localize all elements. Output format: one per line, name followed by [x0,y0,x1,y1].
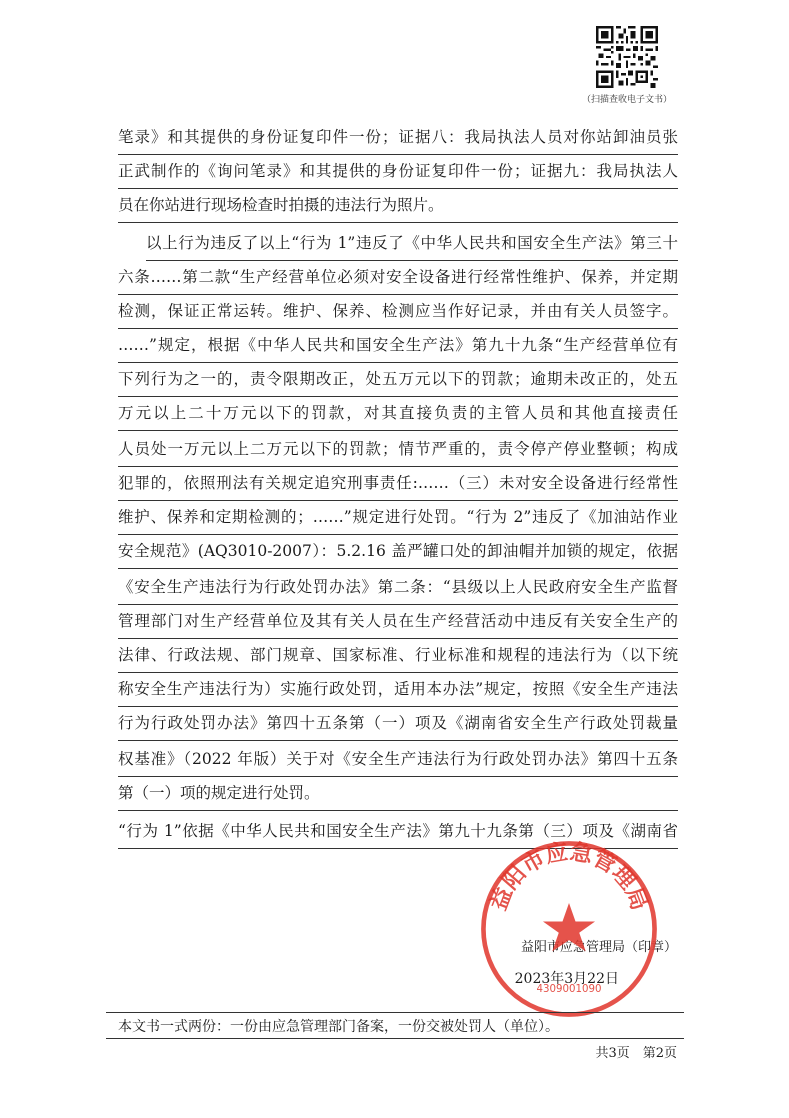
text-line: 法律、行政法规、部门规章、国家标准、行业标准和规程的违法行为（以下统 [118,638,678,673]
seal-serial: 4309001090 [536,984,602,996]
text-line: 安全规范》(AQ3010-2007）：5.2.16 盖严罐口处的卸油帽并加锁的规定，依据 [118,534,678,569]
seal-text: 益阳市应急管理局 [485,838,653,914]
text-line: 以上行为违反了以上“行为 1”违反了《中华人民共和国安全生产法》第三十 [146,226,678,261]
text-line: 《安全生产违法行为行政处罚办法》第二条：“县级以上人民政府安全生产监督 [118,570,678,605]
text-line: ……”规定，根据《中华人民共和国安全生产法》第九十九条“生产经营单位有 [118,328,678,363]
qr-code-icon [596,26,658,88]
footer-note: 本文书一式两份：一份由应急管理部门备案，一份交被处罚人（单位）。 [118,1019,559,1035]
text-line: 第（一）项的规定进行处罚。 [118,776,678,811]
text-line: 正武制作的《询问笔录》和其提供的身份证复印件一份；证据九：我局执法人 [118,154,678,189]
footer-divider-bottom [106,1038,684,1039]
text-line: 笔录》和其提供的身份证复印件一份；证据八：我局执法人员对你站卸油员张 [118,120,678,155]
footer-divider-top [106,1012,684,1013]
official-seal-icon [476,836,662,1022]
text-line: 检测，保证正常运转。维护、保养、检测应当作好记录，并由有关人员签字。 [118,294,678,329]
signing-organization: 益阳市应急管理局（印章） [520,940,677,955]
text-line: 人员处一万元以上二万元以下的罚款；情节严重的，责令停产停业整顿；构成 [118,432,678,467]
text-line: 下列行为之一的，责令限期改正，处五万元以下的罚款；逾期未改正的，处五 [118,362,678,397]
text-line: 称安全生产违法行为）实施行政处罚，适用本办法”规定，按照《安全生产违法 [118,672,678,707]
page-number: 共3页 第2页 [595,1046,677,1061]
text-line: 员在你站进行现场检查时拍摄的违法行为照片。 [118,188,678,223]
text-line: “行为 1”依据《中华人民共和国安全生产法》第九十九条第（三）项及《湖南省 [118,814,678,849]
qr-caption: （扫描查收电子文书） [582,95,673,105]
text-line: 权基准》（2022 年版）关于对《安全生产违法行为行政处罚办法》第四十五条 [118,742,678,777]
signing-date: 2023年3月22日 [514,971,619,987]
qr-code-block [582,26,672,105]
text-line: 管理部门对生产经营单位及其有关人员在生产经营活动中违反有关安全生产的 [118,604,678,639]
text-line: 行为行政处罚办法》第四十五条第（一）项及《湖南省安全生产行政处罚裁量 [118,706,678,741]
text-line: 六条……第二款“生产经营单位必须对安全设备进行经常性维护、保养，并定期 [118,260,678,295]
text-line: 万元以上二十万元以下的罚款，对其直接负责的主管人员和其他直接责任 [118,396,678,431]
svg-text:益阳市应急管理局 [485,838,653,914]
text-line: 犯罪的，依照刑法有关规定追究刑事责任:……（三）未对安全设备进行经常性 [118,466,678,501]
text-line: 维护、保养和定期检测的；……”规定进行处罚。“行为 2”违反了《加油站作业 [118,500,678,535]
